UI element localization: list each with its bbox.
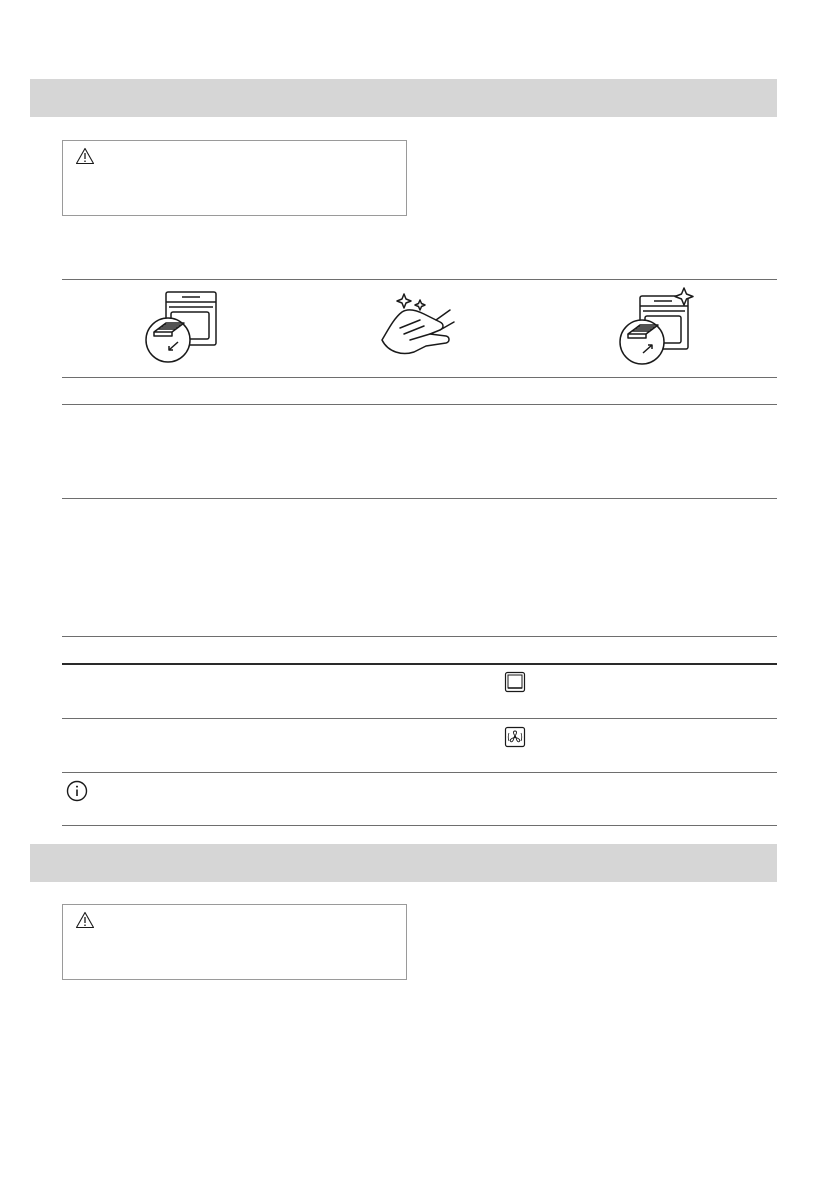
table-rule (62, 404, 777, 405)
table-rule (62, 718, 777, 719)
fan-heating-function-icon (504, 726, 526, 748)
oven-insert-rack-sparkle-icon (612, 286, 702, 366)
warning-box (62, 904, 407, 980)
table-bottom-rule (62, 825, 777, 826)
warning-box (62, 140, 407, 216)
table-top-rule (62, 279, 777, 280)
oven-light-frame-icon (504, 671, 526, 693)
info-icon (66, 780, 88, 802)
table-rule (62, 377, 777, 378)
table-rule (62, 498, 777, 499)
table-rule (62, 772, 777, 773)
section-header-bar (30, 844, 777, 882)
section-header-bar (30, 79, 777, 117)
warning-triangle-icon (75, 911, 95, 929)
table-rule (62, 636, 777, 637)
table-header-rule (62, 663, 777, 665)
hand-cloth-cleaning-icon (374, 290, 460, 358)
warning-triangle-icon (75, 147, 95, 165)
oven-remove-rack-icon (138, 290, 220, 366)
